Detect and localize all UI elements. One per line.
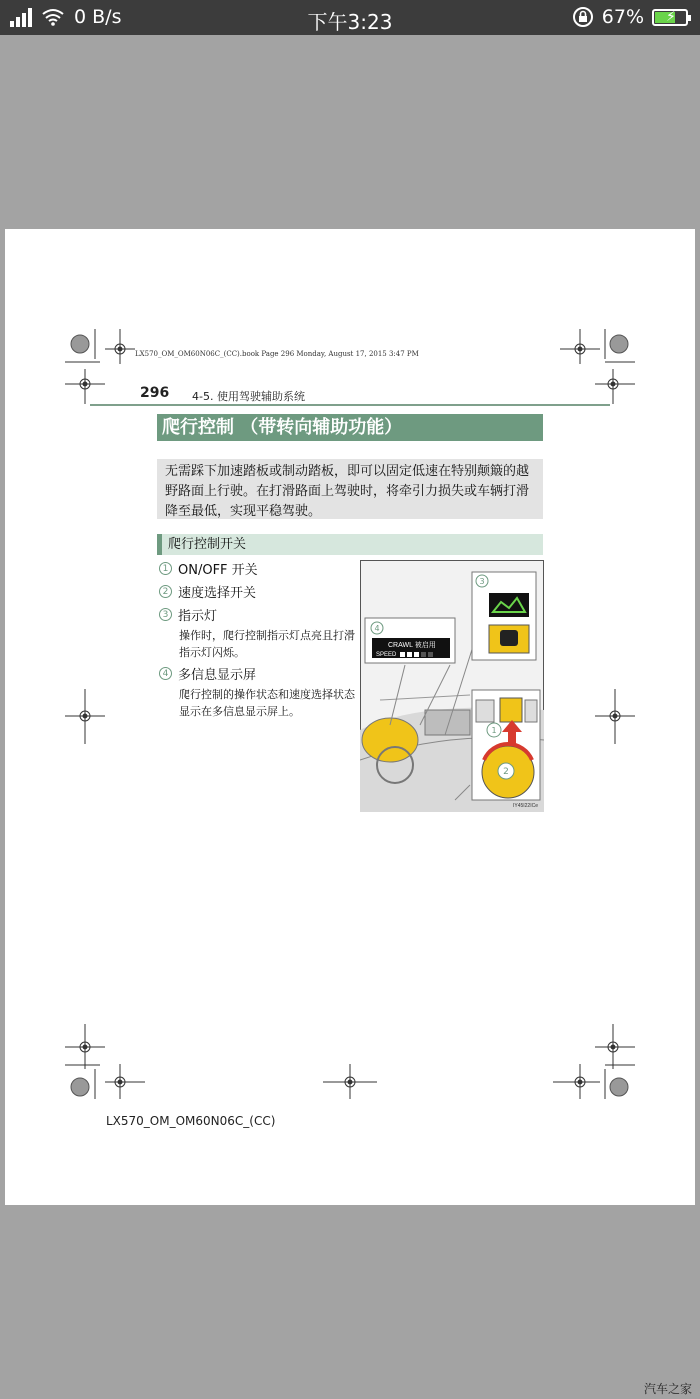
callout-1-label: 1 bbox=[491, 726, 497, 735]
callout-4-label: 4 bbox=[374, 624, 380, 633]
item-number: 3 bbox=[159, 608, 172, 621]
display-speed-text: SPEED bbox=[376, 652, 397, 658]
item-number: 1 bbox=[159, 562, 172, 575]
list-item bbox=[159, 559, 258, 578]
status-bar bbox=[0, 0, 700, 35]
intro-paragraph: 无需踩下加速踏板或制动踏板，即可以固定低速在特别颠簸的越野路面上行驶。在打滑路面上驾驶时，将牵引力损失或车辆打滑降至最低，实现平稳驾驶。 bbox=[157, 459, 543, 519]
item-number: 4 bbox=[159, 667, 172, 680]
list-item bbox=[159, 664, 256, 683]
item-label: 速度选择开关 bbox=[178, 586, 257, 601]
battery-percent: 67% bbox=[601, 6, 644, 28]
figure-code: IY45I22ICe bbox=[512, 803, 538, 809]
callout-3-label: 3 bbox=[479, 577, 485, 586]
item-label: 指示灯 bbox=[178, 609, 218, 624]
item-label: ON/OFF 开关 bbox=[178, 563, 258, 578]
document-page bbox=[5, 229, 695, 1205]
page-number: 296 bbox=[140, 385, 170, 401]
dashboard-illustration bbox=[360, 560, 544, 812]
page-title: 爬行控制 （带转向辅助功能） bbox=[157, 414, 543, 441]
header-divider bbox=[90, 404, 610, 406]
callout-2-label: 2 bbox=[503, 767, 509, 777]
watermark: 汽车之家 bbox=[643, 1382, 692, 1396]
item-number: 2 bbox=[159, 585, 172, 598]
status-right bbox=[572, 6, 688, 28]
battery-icon: ⚡ bbox=[652, 9, 688, 26]
clock: 下午3:23 bbox=[307, 10, 393, 34]
print-header-line: LX570_OM_OM60N06C_(CC).book Page 296 Monday, August 17, 2015 3:47 PM bbox=[135, 350, 419, 358]
section-heading: 4-5. 使用驾驶辅助系统 bbox=[192, 390, 305, 403]
item-description: 操作时，爬行控制指示灯点亮且打滑指示灯闪烁。 bbox=[179, 629, 355, 659]
display-crawl-text: CRAWL 被启用 bbox=[388, 642, 436, 649]
list-item bbox=[159, 605, 217, 624]
page-footer: LX570_OM_OM60N06C_(CC) bbox=[106, 1114, 276, 1128]
network-speed: 0 B/s bbox=[74, 6, 122, 28]
list-item bbox=[159, 582, 256, 601]
item-label: 多信息显示屏 bbox=[178, 668, 257, 683]
rotation-lock-icon bbox=[572, 6, 594, 28]
item-description: 爬行控制的操作状态和速度选择状态显示在多信息显示屏上。 bbox=[179, 688, 355, 718]
subheading: 爬行控制开关 bbox=[157, 534, 543, 555]
